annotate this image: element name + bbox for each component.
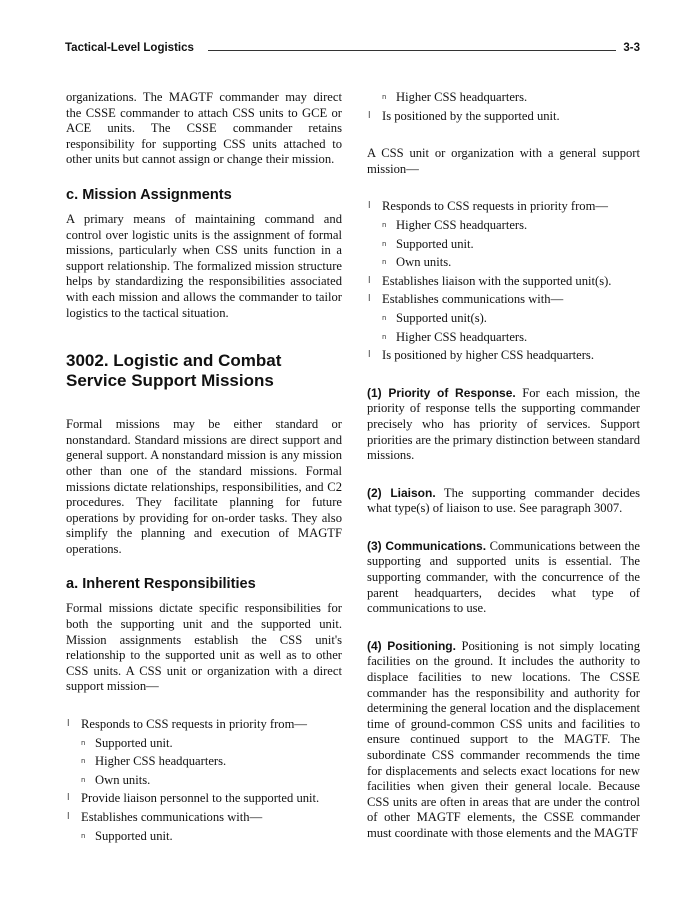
communications-heading: (3) Communications.	[367, 538, 487, 553]
header-rule	[208, 50, 616, 51]
left-column	[66, 90, 342, 847]
list-item: n Higher CSS headquarters.	[367, 90, 640, 106]
positioning-heading: (4) Positioning.	[367, 638, 456, 653]
list-item: l Establishes communications with—	[367, 292, 640, 308]
page-header	[65, 42, 640, 58]
list-item: l Responds to CSS requests in priority from—	[66, 717, 342, 733]
list-item: l Establishes liaison with the supported unit(s).	[367, 274, 640, 290]
priority-of-response-text: For each mission, the priority of response tells the supporting commander precisely who has priority of services. Support priorities are the primary distinction between standard missions.	[367, 385, 640, 463]
list-item: n Supported unit(s).	[367, 311, 640, 327]
list-item: l Is positioned by higher CSS headquarters.	[367, 348, 640, 364]
section-paragraph: Formal missions may be either standard or nonstandard. Standard missions are direct support and general support. A nonstandard mission is any mission other than one of the standard missions. Formal missions dictate relationships, responsibilities, and C2 procedures. They facilitate planning for future operations by providing for on-order tasks. They also simplify the planning and execution of MAGTF operations.	[66, 417, 342, 556]
list-item: l Is positioned by the supported unit.	[367, 109, 640, 125]
liaison-heading: (2) Liaison.	[367, 485, 436, 500]
list-item: n Higher CSS headquarters.	[367, 218, 640, 234]
communications-text: Communications between the supporting and supported units is essential. The supporting commander, with the concurrence of the parent headquarters, decides what type of communications to use.	[367, 538, 640, 616]
continued-list	[367, 90, 640, 124]
list-item: l Provide liaison personnel to the supported unit.	[66, 791, 342, 807]
list-item: n Supported unit.	[367, 237, 640, 253]
direct-support-list	[66, 717, 342, 844]
list-item: n Higher CSS headquarters.	[367, 330, 640, 346]
section-heading: 3002. Logistic and Combat Service Support Missions	[66, 351, 282, 391]
mission-assignments-paragraph: A primary means of maintaining command and control over logistic units is the assignment of formal missions, particularly when CSS units function in a support relationship. The formalized mission structure helps by standardizing the responsibilities associated with each mission and allows the commander to tailor logistics to the tactical situation.	[66, 211, 342, 320]
priority-of-response-paragraph	[367, 386, 640, 464]
general-support-paragraph: A CSS unit or organization with a general support mission—	[367, 146, 640, 176]
list-item: n Supported unit.	[66, 829, 342, 845]
communications-paragraph	[367, 539, 640, 617]
priority-of-response-heading: (1) Priority of Response.	[367, 385, 516, 400]
list-item: l Establishes communications with—	[66, 810, 342, 826]
liaison-paragraph	[367, 486, 640, 517]
list-item: n Own units.	[66, 773, 342, 789]
inherent-responsibilities-heading: a. Inherent Responsibilities	[66, 576, 256, 593]
positioning-text: Positioning is not simply locating facilities on the ground. It includes the authority to displace facilities to new locations. The CSSE commander has the responsibility and authority for determining the general location and the displacement time of ground-common CSS units and facilities to ensure continued support to the MAGTF. The subordinate CSS commander recommends the time for displacements and selects exact locations for new facilities when given their general locale. Because CSS units are often in areas that are under the control of other MAGTF elements, the CSSE commander must coordinate with those elements and the MAGTF	[367, 638, 640, 840]
list-item: l Responds to CSS requests in priority from—	[367, 199, 640, 215]
page-number: 3-3	[623, 42, 640, 54]
mission-assignments-heading: c. Mission Assignments	[66, 186, 232, 203]
inherent-responsibilities-paragraph: Formal missions dictate specific responsibilities for both the supporting unit and the supported unit. Mission assignments establish the CSS unit's relationship to the supported unit as well as to other CSS units. A CSS unit or organization with a direct support mission—	[66, 601, 342, 694]
intro-paragraph: organizations. The MAGTF commander may direct the CSSE commander to attach CSS units to GCE or ACE units. The CSSE commander retains responsibility for supporting CSS units attached to other units but cannot assign or change their mission.	[66, 90, 342, 167]
list-item: n Supported unit.	[66, 736, 342, 752]
right-column	[367, 90, 640, 842]
list-item: n Own units.	[367, 255, 640, 271]
general-support-list	[367, 199, 640, 363]
list-item: n Higher CSS headquarters.	[66, 754, 342, 770]
positioning-paragraph	[367, 639, 640, 842]
running-title: Tactical-Level Logistics	[65, 42, 194, 54]
liaison-text: The supporting commander decides what type(s) of liaison to use. See paragraph 3007.	[367, 485, 641, 516]
